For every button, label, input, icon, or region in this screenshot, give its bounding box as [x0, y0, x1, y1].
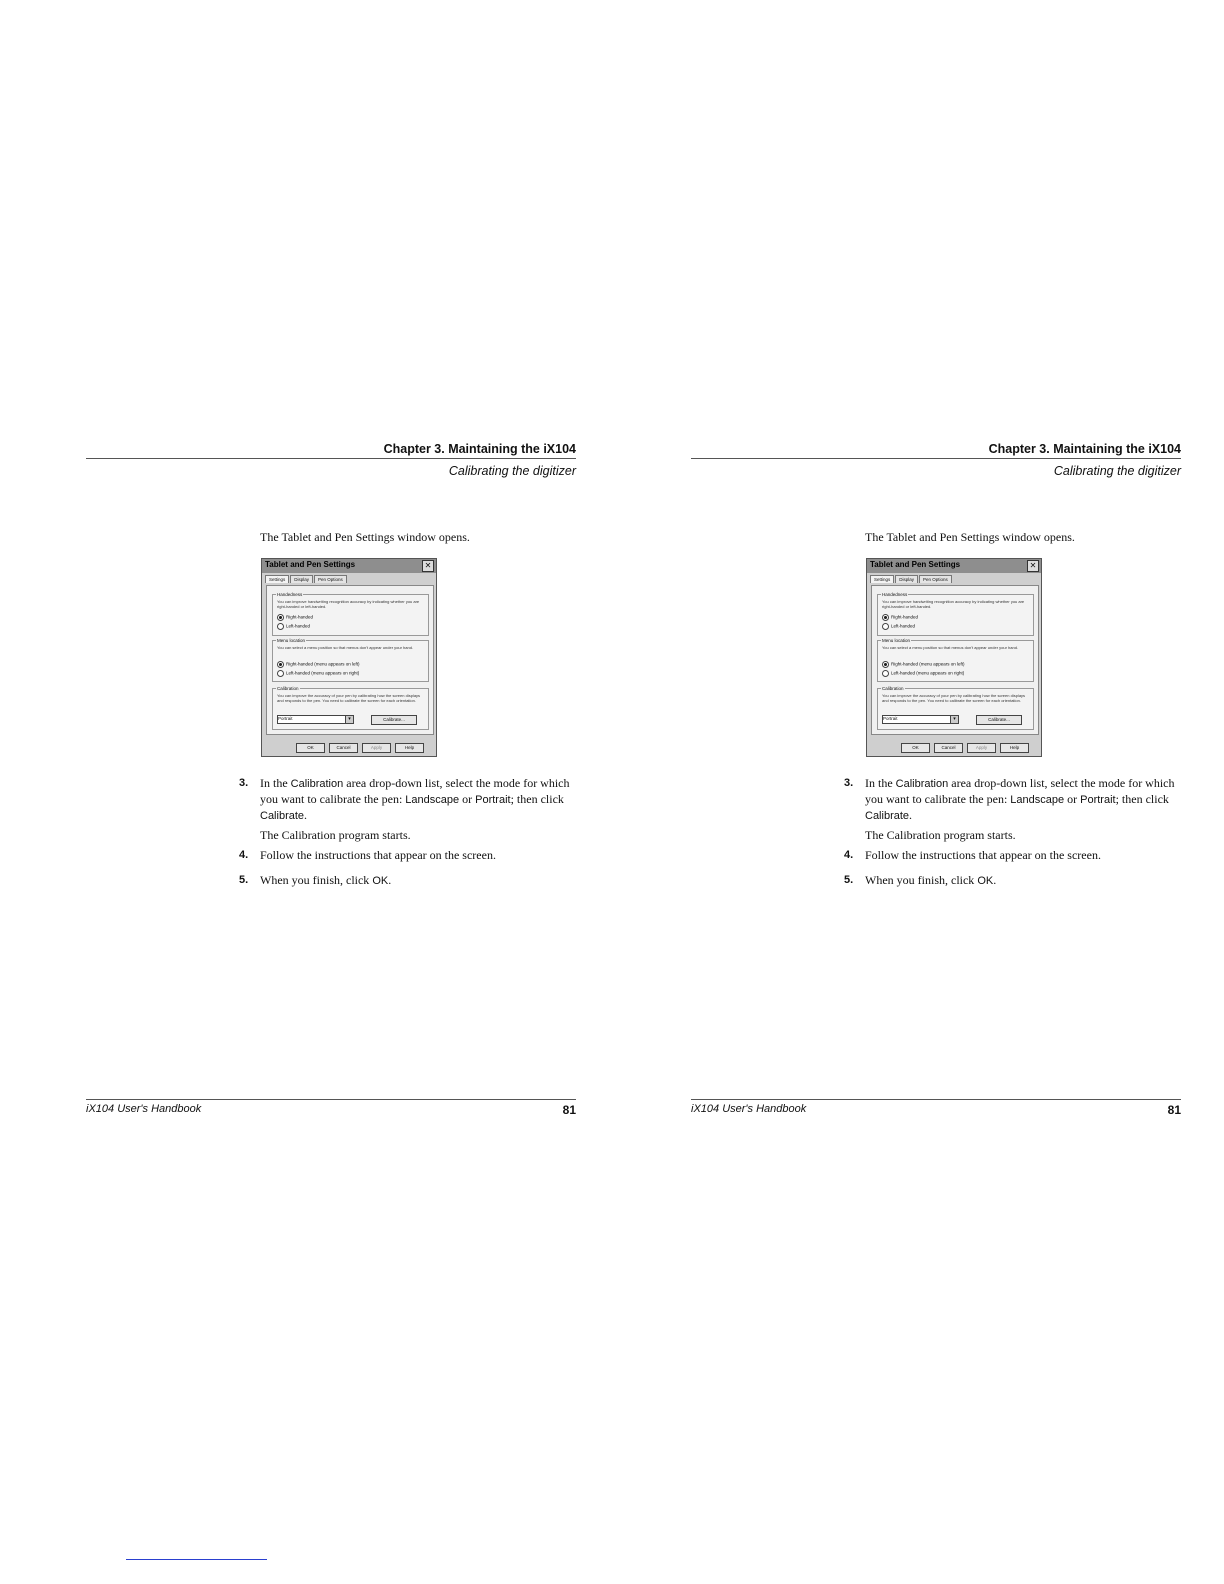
tab-display: Display: [895, 575, 918, 583]
chevron-down-icon: ▾: [345, 716, 353, 723]
calibration-group: [272, 688, 429, 730]
calibration-group: [877, 688, 1034, 730]
step-note: The Calibration program starts.: [260, 828, 411, 842]
step-text: In the: [865, 776, 896, 790]
dialog-titlebar: [262, 559, 436, 573]
footer-rule: [691, 1099, 1181, 1100]
step-5: [844, 873, 1181, 889]
ui-term: Landscape: [1010, 794, 1065, 806]
tablet-pen-settings-dialog: [261, 558, 437, 757]
dialog-tabs: [870, 575, 953, 585]
page-left: [86, 0, 576, 1584]
ui-term: OK: [372, 875, 389, 887]
ui-term: Calibration: [895, 778, 949, 790]
page-number: 81: [562, 1103, 576, 1117]
menu-location-group: [877, 640, 1034, 682]
radio-label: Right-handed: [891, 614, 919, 620]
radio-menu-right-handed: [882, 661, 965, 668]
select-value: Portrait: [278, 716, 293, 721]
step-text: In the: [260, 776, 291, 790]
apply-button: Apply: [362, 743, 391, 753]
link-underline: [126, 1559, 267, 1560]
footer-title: iX104 User's Handbook: [691, 1103, 807, 1115]
dialog-titlebar: [867, 559, 1041, 573]
ui-term: Landscape: [405, 794, 460, 806]
dialog-title: Tablet and Pen Settings: [870, 560, 961, 569]
step-text: or: [459, 792, 476, 806]
radio-label: Left-handed (menu appears on right): [891, 670, 965, 676]
ui-term: Portrait: [475, 794, 511, 806]
step-number: 5.: [844, 874, 854, 886]
step-4: [844, 848, 1181, 863]
handedness-title: Handedness: [277, 592, 303, 597]
close-icon: ✕: [422, 560, 434, 572]
calibrate-button: Calibrate...: [371, 715, 417, 725]
ui-term: Calibration: [290, 778, 344, 790]
handedness-description: You can improve handwriting recognition accuracy by indicating whether you are right-handed or left-handed.: [277, 599, 420, 609]
step-text: Follow the instructions that appear on the screen.: [260, 848, 496, 862]
page-right: [691, 0, 1181, 1584]
handedness-title: Handedness: [882, 592, 908, 597]
radio-selected-icon: [882, 661, 889, 668]
calibration-title: Calibration: [882, 686, 904, 691]
select-value: Portrait: [883, 716, 898, 721]
tab-pen-options: Pen Options: [919, 575, 952, 583]
menu-location-description: You can select a menu position so that menus don't appear under your hand.: [882, 645, 1019, 650]
step-5: [239, 873, 576, 889]
menu-location-title: Menu location: [882, 638, 911, 643]
step-number: 5.: [239, 874, 249, 886]
ui-term: Calibrate: [260, 810, 305, 822]
section-title: Calibrating the digitizer: [1053, 464, 1181, 478]
intro-text: The Tablet and Pen Settings window opens.: [865, 530, 1075, 544]
calibrate-button: Calibrate...: [976, 715, 1022, 725]
tab-settings: Settings: [265, 575, 289, 583]
radio-right-handed: [882, 614, 918, 621]
menu-location-description: You can select a menu position so that menus don't appear under your hand.: [277, 645, 414, 650]
radio-menu-left-handed: [882, 670, 964, 677]
step-note: The Calibration program starts.: [865, 828, 1016, 842]
calibration-description: You can improve the accuracy of your pen by calibrating how the screen displays and responds to the pen. You need to calibrate the screen for each orientation.: [277, 693, 421, 703]
step-number: 4.: [844, 849, 854, 861]
footer-rule: [86, 1099, 576, 1100]
step-text: When you finish, click: [865, 873, 978, 887]
radio-menu-right-handed: [277, 661, 360, 668]
dialog-tabs: [265, 575, 348, 585]
cancel-button: Cancel: [934, 743, 963, 753]
radio-label: Left-handed (menu appears on right): [286, 670, 360, 676]
footer-title: iX104 User's Handbook: [86, 1103, 202, 1115]
radio-label: Right-handed (menu appears on left): [891, 661, 965, 667]
radio-label: Left-handed: [286, 623, 311, 629]
radio-menu-left-handed: [277, 670, 359, 677]
settings-panel: [266, 585, 434, 735]
intro-text: The Tablet and Pen Settings window opens.: [260, 530, 470, 544]
tab-pen-options: Pen Options: [314, 575, 347, 583]
ok-button: OK: [901, 743, 930, 753]
radio-empty-icon: [882, 670, 889, 677]
settings-panel: [871, 585, 1039, 735]
dialog-button-bar: [901, 743, 1033, 753]
radio-selected-icon: [882, 614, 889, 621]
step-number: 3.: [844, 777, 854, 789]
step-text: .: [993, 873, 997, 887]
handedness-group: [272, 594, 429, 636]
tablet-pen-settings-dialog: [866, 558, 1042, 757]
handedness-group: [877, 594, 1034, 636]
orientation-select: [882, 715, 959, 724]
apply-button: Apply: [967, 743, 996, 753]
tab-display: Display: [290, 575, 313, 583]
calibration-description: You can improve the accuracy of your pen by calibrating how the screen displays and responds to the pen. You need to calibrate the screen for each orientation.: [882, 693, 1026, 703]
step-4: [239, 848, 576, 863]
menu-location-title: Menu location: [277, 638, 306, 643]
radio-selected-icon: [277, 614, 284, 621]
radio-right-handed: [277, 614, 313, 621]
step-text: area drop-down list, select the mode for which you want to calibrate the pen:: [865, 776, 1175, 806]
help-button: Help: [1000, 743, 1029, 753]
step-text: .: [304, 808, 308, 822]
help-button: Help: [395, 743, 424, 753]
ui-term: Portrait: [1080, 794, 1116, 806]
handedness-description: You can improve handwriting recognition accuracy by indicating whether you are right-handed or left-handed.: [882, 599, 1025, 609]
chevron-down-icon: ▾: [950, 716, 958, 723]
step-text: ; then click: [1115, 792, 1169, 806]
header-rule: [86, 458, 576, 459]
radio-left-handed: [882, 623, 915, 630]
step-text: When you finish, click: [260, 873, 373, 887]
ui-term: OK: [977, 875, 994, 887]
cancel-button: Cancel: [329, 743, 358, 753]
step-text: .: [388, 873, 392, 887]
step-text: or: [1064, 792, 1081, 806]
step-text: Follow the instructions that appear on the screen.: [865, 848, 1101, 862]
radio-empty-icon: [277, 670, 284, 677]
radio-selected-icon: [277, 661, 284, 668]
step-text: .: [909, 808, 913, 822]
step-text: area drop-down list, select the mode for which you want to calibrate the pen:: [260, 776, 570, 806]
header-rule: [691, 458, 1181, 459]
close-icon: ✕: [1027, 560, 1039, 572]
radio-empty-icon: [277, 623, 284, 630]
dialog-button-bar: [296, 743, 428, 753]
orientation-select: [277, 715, 354, 724]
radio-left-handed: [277, 623, 310, 630]
step-text: ; then click: [510, 792, 564, 806]
dialog-title: Tablet and Pen Settings: [265, 560, 356, 569]
radio-empty-icon: [882, 623, 889, 630]
step-number: 4.: [239, 849, 249, 861]
chapter-title: Chapter 3. Maintaining the iX104: [988, 442, 1181, 456]
radio-label: Left-handed: [891, 623, 916, 629]
step-3: [844, 776, 1181, 843]
tab-settings: Settings: [870, 575, 894, 583]
menu-location-group: [272, 640, 429, 682]
ok-button: OK: [296, 743, 325, 753]
chapter-title: Chapter 3. Maintaining the iX104: [383, 442, 576, 456]
radio-label: Right-handed: [286, 614, 314, 620]
step-3: [239, 776, 576, 843]
step-number: 3.: [239, 777, 249, 789]
section-title: Calibrating the digitizer: [448, 464, 576, 478]
page-number: 81: [1167, 1103, 1181, 1117]
radio-label: Right-handed (menu appears on left): [286, 661, 360, 667]
calibration-title: Calibration: [277, 686, 299, 691]
ui-term: Calibrate: [865, 810, 910, 822]
